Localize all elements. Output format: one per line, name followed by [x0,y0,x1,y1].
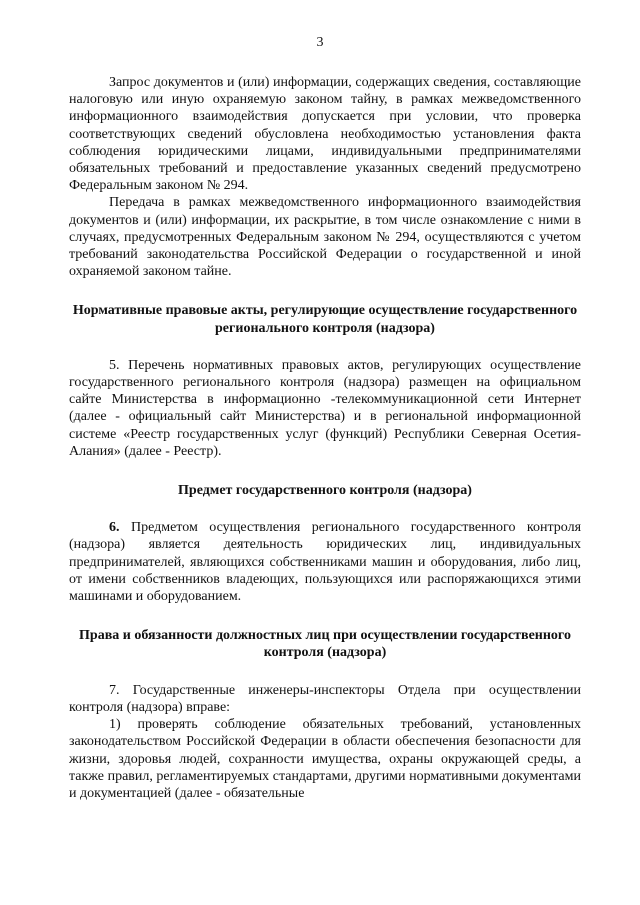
page-number: 3 [316,35,324,50]
paragraph-6-control-subject [69,519,581,605]
document-body [69,74,582,801]
heading-officials-rights: Права и обязанности должностных лиц при осуществлении государственного контроля (надзора) [79,628,571,661]
paragraph-5-acts-list: 5. Перечень нормативных правовых актов, регулирующих осуществление государственного регионального контроля (надзора) размещен на официальном сайте Министерства в информационно -телекоммуникационной сети Интернет (далее - официальный сайт Министерства) и в региональной информационной системе «Реестр государственных услуг (функций) Республики Северная Осетия-Алания» (далее - Реестр). [69,357,581,459]
paragraph-transfer-documents: Передача в рамках межведомственного информационного взаимодействия документов и (или) информации, их раскрытие, в том числе ознакомление с ними в случаях, предусмотренных Федеральным законом № 294, осуществляются с учетом требований законодательства Российской Федерации о государственной и иной охраняемой законом тайне. [69,195,581,280]
heading-control-subject: Предмет государственного контроля (надзора) [178,483,472,499]
paragraph-request-documents: Запрос документов и (или) информации, содержащих сведения, составляющие налоговую или иную охраняемую законом тайну, в рамках межведомственного информационного взаимодействия допускается при условии, что проверка соответствующих сведений обусловлена необходимостью установления факта соблюдения юридическими лицами, индивидуальными предпринимателями обязательных требований и предоставление указанных сведений предусмотрено Федеральным законом № 294. [69,75,581,194]
heading-normative-acts: Нормативные правовые акты, регулирующие осуществление государственного регионального контроля (надзора) [72,303,578,336]
paragraph-7-inspectors-rights: 7. Государственные инженеры-инспекторы Отдела при осуществлении контроля (надзора) вправе: [69,682,581,715]
paragraph-6-number: 6. [109,520,120,536]
paragraph-7-item-1: 1) проверять соблюдение обязательных требований, установленных законодательством Российской Федерации в области обеспечения безопасности для жизни, здоровья людей, сохранности имущества, охраны окружающей среды, а также правил, регламентируемых стандартами, другими нормативными документами и документацией (далее - обязательные [69,717,581,801]
paragraph-6-text: Предметом осуществления регионального государственного контроля (надзора) является деятельность юридических лиц, индивидуальных предпринимателей, являющихся собственниками машин и оборудования, либо лиц, от имени собственников владеющих, пользующихся или распоряжающихся этими машинами и оборудованием. [69,520,582,605]
